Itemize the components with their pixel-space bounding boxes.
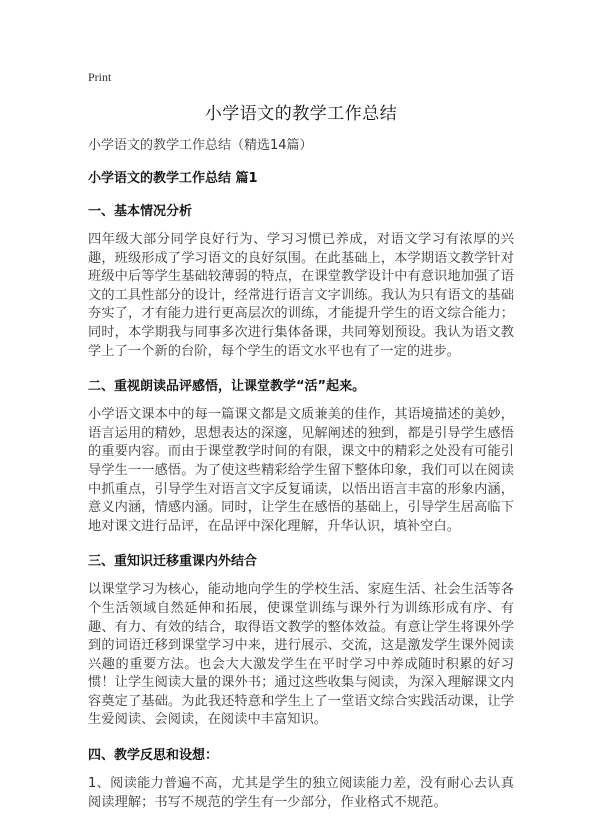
page-title: 小学语文的教学工作总结: [204, 104, 398, 124]
section-knowledge-transfer: [88, 550, 514, 730]
section-paragraph: 小学语文课本中的每一篇课文都是文质兼美的佳作，其语境描述的美妙，语言运用的精妙，思想表达的深邃，见解阐述的独到，都是引导学生感悟的重要内容。而由于课堂教学时间的有限，课文中的精彩之处没有可能引导学生一一感悟。为了使这些精彩给学生留下整体印象，我们可以在阅读中抓重点，引导学生对语言文字反复诵读，以悟出语言丰富的形象内涵，意义内涵，情感内涵。同时，让学生在感悟的基础上，引导学生居高临下地对课文进行品评，在品评中深化理解，升华认识，填补空白。: [88, 407, 514, 534]
section-reading-appreciation: [88, 375, 514, 536]
section-heading: 二、重视朗读品评感悟，让课堂教学“活”起来。: [88, 379, 366, 395]
section-heading: 四、教学反思和设想：: [88, 748, 219, 764]
document-subtitle: 小学语文的教学工作总结（精选14篇）: [88, 138, 313, 153]
article-heading: 小学语文的教学工作总结 篇1: [88, 171, 258, 186]
section-paragraph: 1、阅读能力普遍不高，尤其是学生的独立阅读能力差，没有耐心去认真阅读理解；书写不规范的学生有一少部分，作业格式不规范。: [88, 776, 514, 810]
print-link[interactable]: Print: [88, 70, 112, 84]
section-heading: 一、基本情况分析: [88, 204, 193, 219]
section-heading: 三、重知识迁移重课内外结合: [88, 554, 258, 570]
section-paragraph: 以课堂学习为核心，能动地向学生的学校生活、家庭生活、社会生活等各个生活领域自然延伸和拓展，使课堂训练与课外行为训练形成有序、有趣、有力、有效的结合，取得语文教学的整体效益。有意让学生将课外学到的词语迁移到课堂学习中来，进行展示、交流，这是激发学生课外阅读兴趣的重要方法。也会大大激发学生在平时学习中养成随时积累的好习惯！让学生阅读大量的课外书；通过这些收集与阅读，为深入理解课文内容奠定了基础。为此我还特意和学生上了一堂语文综合实践活动课，让学生爱阅读、会阅读，在阅读中丰富知识。: [88, 582, 514, 728]
section-paragraph: 四年级大部分同学良好行为、学习习惯已养成，对语文学习有浓厚的兴趣，班级形成了学习语文的良好氛围。在此基础上，本学期语文教学针对班级中后等学生基础较薄弱的特点，在课堂教学设计中有意识地加强了语文的工具性部分的设计，经常进行语言文字训练。我认为只有语文的基础夯实了，才有能力进行更高层次的训练，才能提升学生的语文综合能力；同时，本学期我与同事多次进行集体备课，共同筹划预设。我认为语文教学上了一个新的台阶，每个学生的语文水平也有了一定的进步。: [88, 232, 514, 359]
section-teaching-reflection: [88, 744, 514, 812]
document-page: [88, 70, 514, 826]
section-basic-analysis: [88, 200, 514, 361]
